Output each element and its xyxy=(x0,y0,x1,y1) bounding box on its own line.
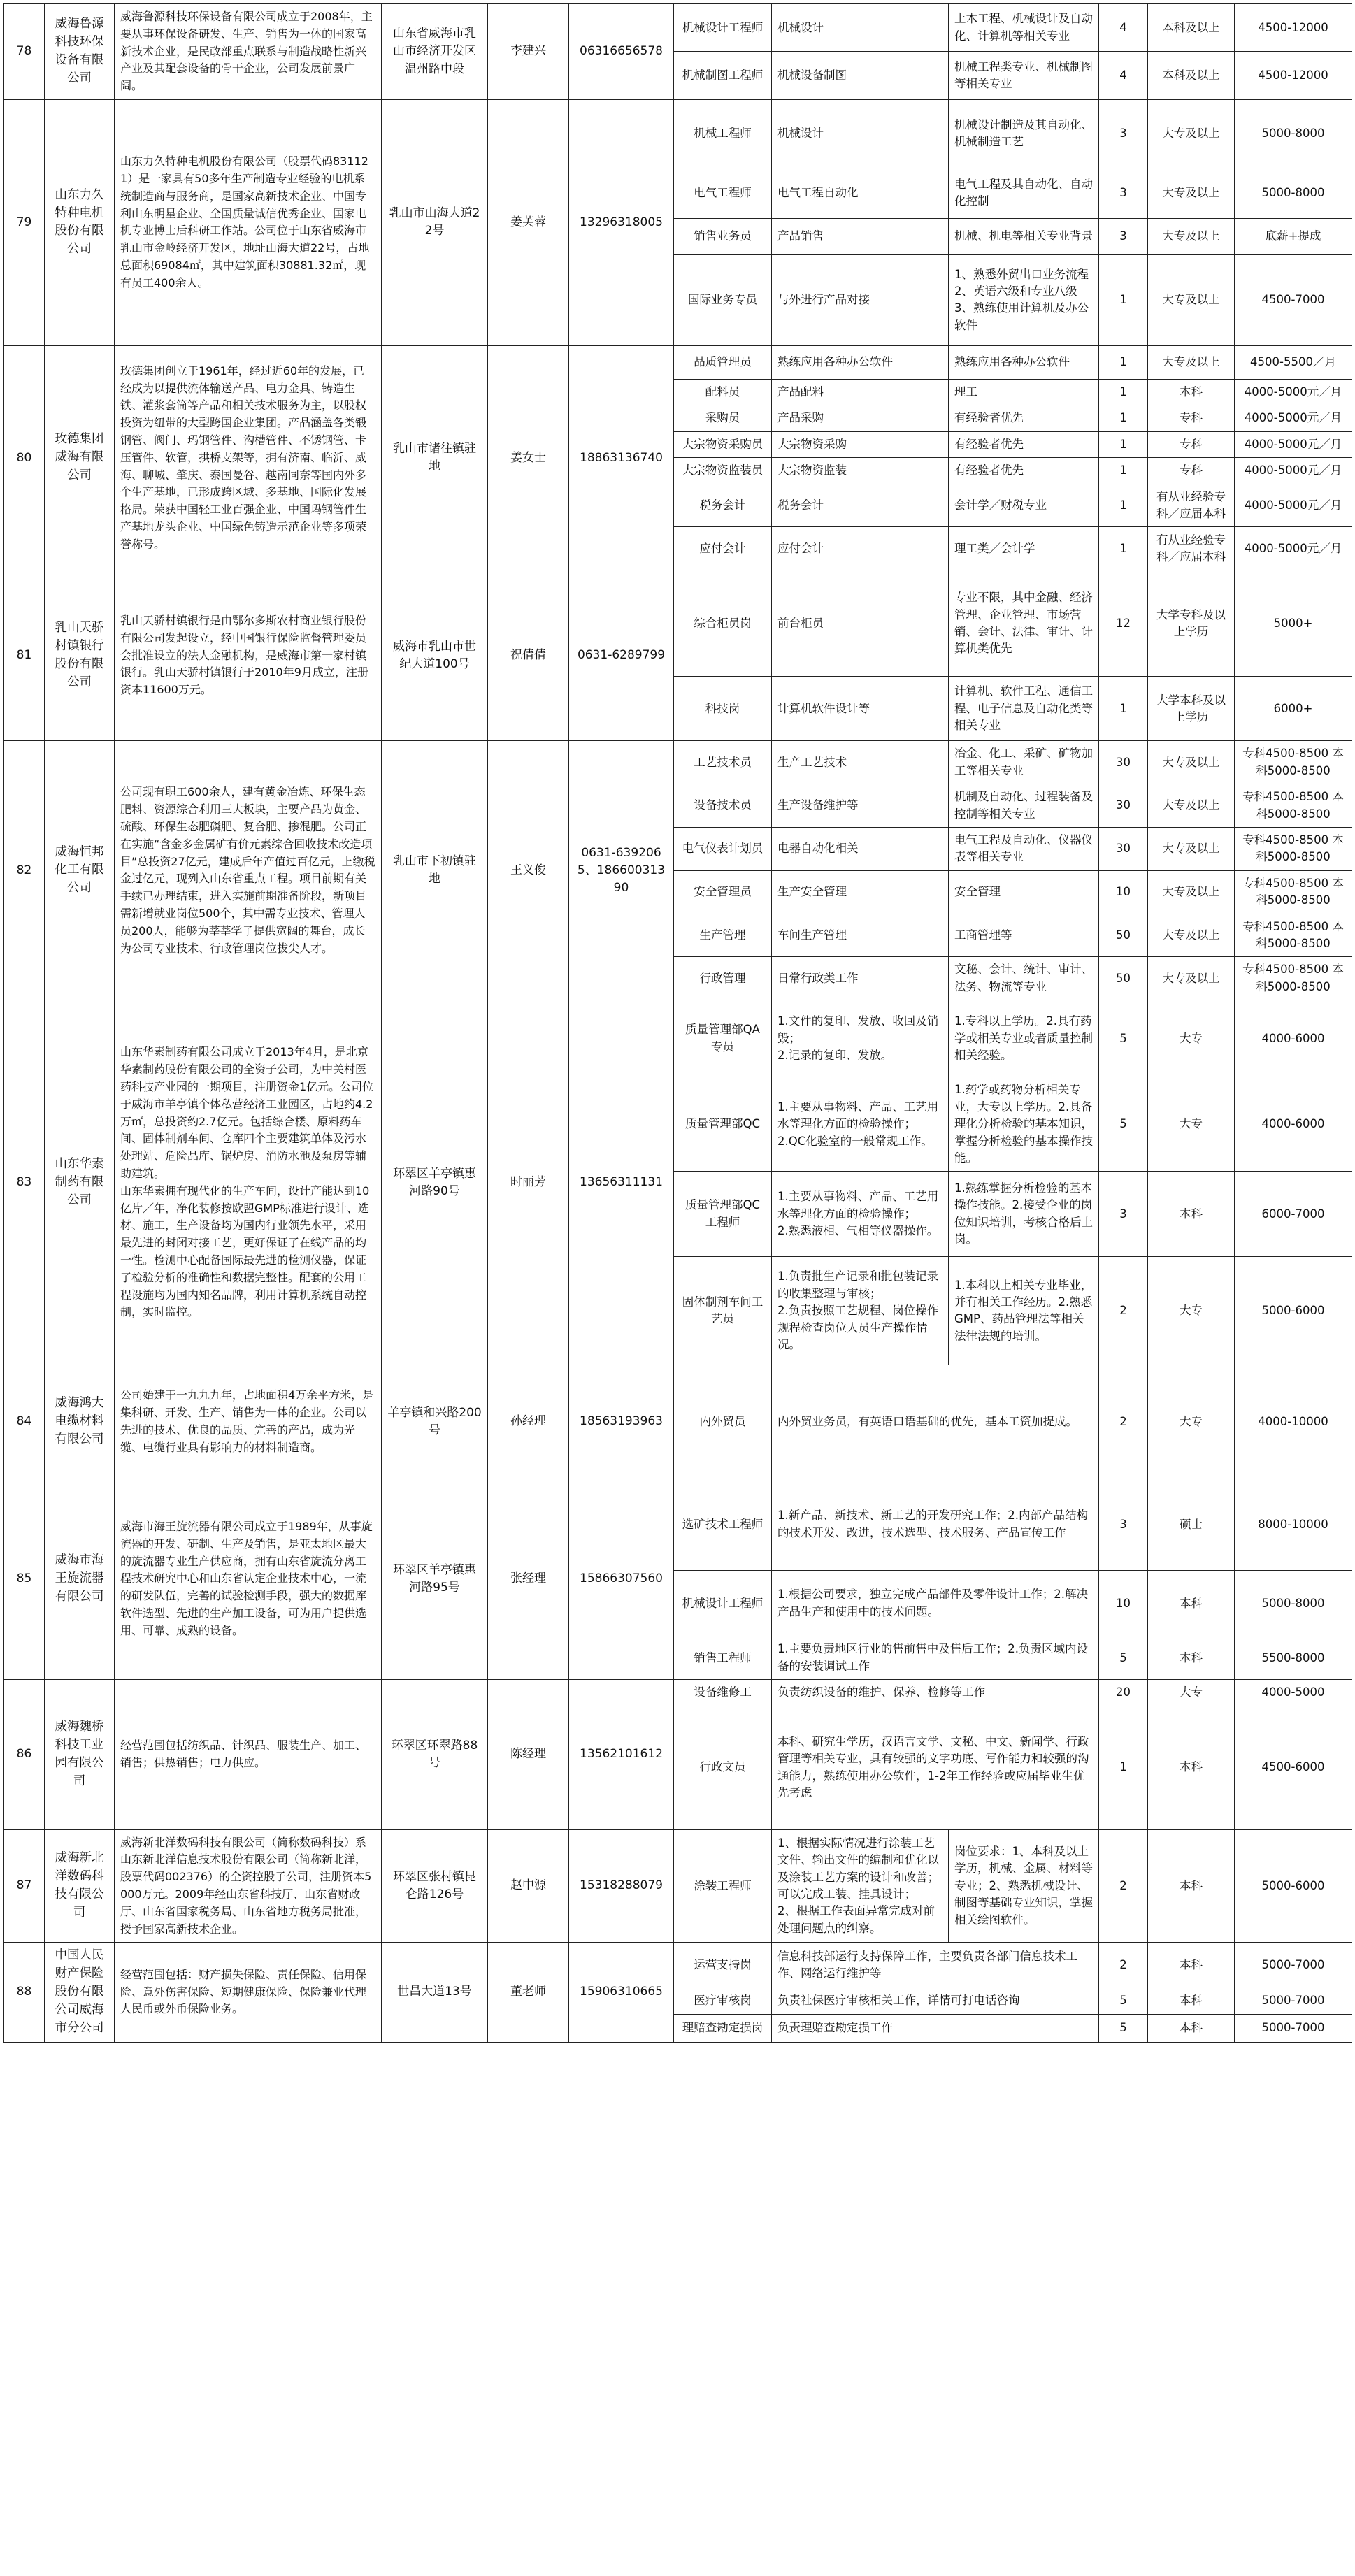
company-name: 山东华素制药有限公司 xyxy=(45,1000,115,1365)
contact-phone: 18563193963 xyxy=(569,1365,674,1478)
position-education: 大专及以上 xyxy=(1148,741,1235,784)
position-title: 大宗物资采购员 xyxy=(674,431,772,457)
position-requirements: 文秘、会计、统计、审计、法务、物流等专业 xyxy=(949,957,1099,1000)
position-salary: 5000-8000 xyxy=(1235,99,1352,168)
company-name: 乳山天骄村镇银行股份有限公司 xyxy=(45,570,115,741)
position-title: 行政管理 xyxy=(674,957,772,1000)
contact-person: 祝倩倩 xyxy=(488,570,569,741)
position-education: 本科 xyxy=(1148,1636,1235,1680)
company-number: 88 xyxy=(4,1943,45,2042)
table-row xyxy=(4,1478,1352,1571)
position-count: 1 xyxy=(1099,254,1148,345)
table-row xyxy=(4,4,1352,52)
position-title: 品质管理员 xyxy=(674,345,772,379)
position-education: 专科 xyxy=(1148,431,1235,457)
contact-person: 董老师 xyxy=(488,1943,569,2042)
table-row xyxy=(4,1943,1352,1987)
contact-phone: 13296318005 xyxy=(569,99,674,345)
position-requirements: 机械设计制造及其自动化、机械制造工艺 xyxy=(949,99,1099,168)
company-number: 85 xyxy=(4,1478,45,1680)
position-salary: 5000-7000 xyxy=(1235,1943,1352,1987)
position-count: 2 xyxy=(1099,1365,1148,1478)
contact-phone: 15318288079 xyxy=(569,1829,674,1943)
position-salary: 4000-6000 xyxy=(1235,1077,1352,1172)
position-count: 1 xyxy=(1099,345,1148,379)
company-number: 83 xyxy=(4,1000,45,1365)
position-count: 1 xyxy=(1099,677,1148,741)
position-count: 12 xyxy=(1099,570,1148,677)
position-education: 本科 xyxy=(1148,2015,1235,2042)
position-education: 专科 xyxy=(1148,405,1235,431)
position-salary: 6000-7000 xyxy=(1235,1172,1352,1257)
position-salary: 8000-10000 xyxy=(1235,1478,1352,1571)
position-title: 涂装工程师 xyxy=(674,1829,772,1943)
contact-person: 陈经理 xyxy=(488,1680,569,1829)
company-name: 威海新北洋数码科技有限公司 xyxy=(45,1829,115,1943)
position-requirements: 有经验者优先 xyxy=(949,431,1099,457)
position-requirements: 1、熟悉外贸出口业务流程2、英语六级和专业八级3、熟练使用计算机及办公软件 xyxy=(949,254,1099,345)
position-count: 50 xyxy=(1099,914,1148,957)
position-count: 4 xyxy=(1099,4,1148,52)
position-count: 20 xyxy=(1099,1680,1148,1706)
position-title: 理赔查勘定损岗 xyxy=(674,2015,772,2042)
position-count: 3 xyxy=(1099,1478,1148,1571)
position-education: 大专及以上 xyxy=(1148,168,1235,218)
position-count: 2 xyxy=(1099,1829,1148,1943)
company-address: 山东省威海市乳山市经济开发区温州路中段 xyxy=(382,4,488,100)
position-education: 大专及以上 xyxy=(1148,99,1235,168)
position-title: 销售工程师 xyxy=(674,1636,772,1680)
position-salary: 4000-5000元／月 xyxy=(1235,431,1352,457)
company-name: 威海鲁源科技环保设备有限公司 xyxy=(45,4,115,100)
company-intro: 经营范围包括纺织品、针织品、服装生产、加工、销售；供热销售；电力供应。 xyxy=(115,1680,382,1829)
position-salary: 4000-5000元／月 xyxy=(1235,379,1352,405)
position-count: 30 xyxy=(1099,784,1148,828)
position-requirements: 电气工程及自动化、仪器仪表等相关专业 xyxy=(949,828,1099,871)
position-duty: 生产安全管理 xyxy=(772,870,949,914)
company-intro: 公司始建于一九九九年，占地面积4万余平方米，是集科研、开发、生产、销售为一体的企业。公司以先进的技术、优良的品质、完善的产品，成为光缆、电缆行业具有影响力的材料制造商。 xyxy=(115,1365,382,1478)
position-salary: 4000-5000元／月 xyxy=(1235,405,1352,431)
position-count: 30 xyxy=(1099,828,1148,871)
position-education: 本科 xyxy=(1148,1172,1235,1257)
company-address: 世昌大道13号 xyxy=(382,1943,488,2042)
position-count: 50 xyxy=(1099,957,1148,1000)
position-salary: 5500-8000 xyxy=(1235,1636,1352,1680)
position-salary: 4000-5000元／月 xyxy=(1235,484,1352,527)
position-count: 2 xyxy=(1099,1257,1148,1365)
position-duty: 前台柜员 xyxy=(772,570,949,677)
company-name: 玫德集团威海有限公司 xyxy=(45,345,115,570)
position-duty: 1.负责批生产记录和批包装记录的收集整理与审核； 2.负责按照工艺规程、岗位操作规程检查岗位人员生产操作情况。 xyxy=(772,1257,949,1365)
company-number: 86 xyxy=(4,1680,45,1829)
position-education: 本科 xyxy=(1148,1943,1235,1987)
company-intro: 威海市海王旋流器有限公司成立于1989年，从事旋流器的开发、研制、生产及销售，是亚太地区最大的旋流器专业生产供应商，拥有山东省旋流分离工程技术研究中心和山东省认定企业技术中心，一流的研发队伍，完善的试验检测手段，强大的数据库软件选型、先进的生产加工设备，可为用户提供选用、可靠、成熟的设备。 xyxy=(115,1478,382,1680)
company-name: 威海魏桥科技工业园有限公司 xyxy=(45,1680,115,1829)
position-requirements: 理工类／会计学 xyxy=(949,527,1099,570)
position-duty: 产品配料 xyxy=(772,379,949,405)
position-title: 工艺技术员 xyxy=(674,741,772,784)
position-education: 大专 xyxy=(1148,1365,1235,1478)
position-salary: 6000+ xyxy=(1235,677,1352,741)
position-duty: 日常行政类工作 xyxy=(772,957,949,1000)
position-duty: 负责社保医疗审核相关工作，详情可打电话咨询 xyxy=(772,1987,1099,2015)
position-duty: 机械设计 xyxy=(772,99,949,168)
position-salary: 底薪+提成 xyxy=(1235,218,1352,254)
position-title: 销售业务员 xyxy=(674,218,772,254)
position-count: 5 xyxy=(1099,1000,1148,1077)
position-count: 3 xyxy=(1099,168,1148,218)
position-salary: 5000-6000 xyxy=(1235,1829,1352,1943)
company-intro: 玫德集团创立于1961年，经过近60年的发展，已经成为以提供流体输送产品、电力金具、铸造生铁、灌浆套筒等产品和相关技术服务为主，以股权投资为纽带的大型跨国企业集团。产品涵盖各类锻钢管、阀门、玛钢管件、沟槽管件、不锈钢管、卡压管件、软管，拱桥支架等，拥有济南、临沂、威海、聊城、肇庆、泰国曼谷、越南同奈等国内外多个生产基地，已形成跨区域、多基地、国际化发展格局。荣获中国轻工业百强企业、中国玛钢管件生产基地龙头企业、中国绿色铸造示范企业等多项荣誉称号。 xyxy=(115,345,382,570)
position-title: 生产管理 xyxy=(674,914,772,957)
position-education: 大学本科及以上学历 xyxy=(1148,677,1235,741)
position-duty: 1.主要负责地区行业的售前售中及售后工作；2.负责区域内设备的安装调试工作 xyxy=(772,1636,1099,1680)
contact-person: 孙经理 xyxy=(488,1365,569,1478)
position-duty: 1.主要从事物料、产品、工艺用水等理化方面的检验操作； 2.熟悉液相、气相等仪器操作。 xyxy=(772,1172,949,1257)
position-title: 税务会计 xyxy=(674,484,772,527)
contact-person: 姜芙蓉 xyxy=(488,99,569,345)
position-requirements: 1.专科以上学历。2.具有药学或相关专业或者质量控制相关经验。 xyxy=(949,1000,1099,1077)
contact-person: 赵中源 xyxy=(488,1829,569,1943)
position-requirements: 机械工程类专业、机械制图等相关专业 xyxy=(949,52,1099,100)
position-title: 机械工程师 xyxy=(674,99,772,168)
contact-phone: 15906310665 xyxy=(569,1943,674,2042)
position-education: 大专及以上 xyxy=(1148,914,1235,957)
position-education: 大专及以上 xyxy=(1148,870,1235,914)
position-count: 10 xyxy=(1099,870,1148,914)
contact-person: 张经理 xyxy=(488,1478,569,1680)
position-education: 大学专科及以上学历 xyxy=(1148,570,1235,677)
position-title: 内外贸员 xyxy=(674,1365,772,1478)
position-title: 科技岗 xyxy=(674,677,772,741)
position-education: 大专 xyxy=(1148,1000,1235,1077)
position-salary: 5000+ xyxy=(1235,570,1352,677)
position-education: 本科 xyxy=(1148,1829,1235,1943)
company-address: 环翠区羊亭镇惠河路90号 xyxy=(382,1000,488,1365)
table-row xyxy=(4,345,1352,379)
position-duty: 与外进行产品对接 xyxy=(772,254,949,345)
company-intro: 经营范围包括：财产损失保险、责任保险、信用保险、意外伤害保险、短期健康保险、保险兼业代理人民币或外币保险业务。 xyxy=(115,1943,382,2042)
position-requirements: 机制及自动化、过程装备及控制等相关专业 xyxy=(949,784,1099,828)
position-requirements: 专业不限，其中金融、经济管理、企业管理、市场营销、会计、法律、审计、计算机类优先 xyxy=(949,570,1099,677)
table-row xyxy=(4,99,1352,168)
position-title: 配料员 xyxy=(674,379,772,405)
position-title: 医疗审核岗 xyxy=(674,1987,772,2015)
position-duty: 大宗物资采购 xyxy=(772,431,949,457)
position-requirements: 岗位要求：1、本科及以上学历，机械、金属、材料等专业；2、熟悉机械设计、制图等基础专业知识，掌握相关绘图软件。 xyxy=(949,1829,1099,1943)
contact-phone: 15866307560 xyxy=(569,1478,674,1680)
position-salary: 5000-7000 xyxy=(1235,1987,1352,2015)
position-title: 机械设计工程师 xyxy=(674,4,772,52)
company-intro: 威海鲁源科技环保设备有限公司成立于2008年，主要从事环保设备研发、生产、销售为一体的国家高新技术企业，是民政部重点联系与制造战略性新兴产业及其配套设备的骨干企业，公司发展前景广阔。 xyxy=(115,4,382,100)
company-intro: 公司现有职工600余人，建有黄金冶炼、环保生态肥料、资源综合利用三大板块，主要产品为黄金、硫酸、环保生态肥磷肥、复合肥、掺混肥。公司正在实施“含金多金属矿有价元素综合回收技术改造项目”总投资27亿元，建成后年产值过百亿元，上缴税金过亿元，现列入山东省重点工程。项目前期有关手续已办理结束，进入实施前期准备阶段，新项目需新增就业岗位500个，其中需专业技术、管理人员200人，能够为莘莘学子提供宽阔的舞台，成长为公司专业技术、行政管理岗位拔尖人才。 xyxy=(115,741,382,1000)
position-title: 电气仪表计划员 xyxy=(674,828,772,871)
position-count: 3 xyxy=(1099,1172,1148,1257)
position-count: 1 xyxy=(1099,1706,1148,1829)
position-title: 安全管理员 xyxy=(674,870,772,914)
position-requirements: 1.熟练掌握分析检验的基本操作技能。2.接受企业的岗位知识培训，考核合格后上岗。 xyxy=(949,1172,1099,1257)
company-number: 78 xyxy=(4,4,45,100)
recruitment-table xyxy=(3,3,1352,2043)
contact-person: 姜女士 xyxy=(488,345,569,570)
position-salary: 4000-5000元／月 xyxy=(1235,527,1352,570)
contact-person: 李建兴 xyxy=(488,4,569,100)
position-salary: 5000-8000 xyxy=(1235,1571,1352,1636)
position-duty: 生产工艺技术 xyxy=(772,741,949,784)
contact-phone: 13656311131 xyxy=(569,1000,674,1365)
position-salary: 4500-12000 xyxy=(1235,52,1352,100)
company-intro: 山东华素制药有限公司成立于2013年4月，是北京华素制药股份有限公司的全资子公司，为中关村医药科技产业园的一期项目，注册资金1亿元。公司位于威海市羊亭镇个体私营经济工业园区，占地约4.2万㎡，总投资约2.7亿元。包括综合楼、原料药车间、固体制剂车间、仓库四个主要建筑单体及污水处理站、危险品库、锅炉房、消防水池及泵房等辅助建筑。 山东华素拥有现代化的生产车间，设计产能达到10亿片／年，净化装修按欧盟GMP标准进行设计、选材、施工，生产设备均为国内行业领先水平，采用最先进的封闭对接工艺，更好保证了在线产品的均一性。检测中心配备国际最先进的检测仪器，保证了检验分析的准确性和数据完整性。配套的公用工程设施均为国内知名品牌，利用计算机系统自动控制，实时监控。 xyxy=(115,1000,382,1365)
position-title: 大宗物资监装员 xyxy=(674,458,772,484)
position-duty: 1.文件的复印、发放、收回及销毁； 2.记录的复印、发放。 xyxy=(772,1000,949,1077)
position-title: 选矿技术工程师 xyxy=(674,1478,772,1571)
position-count: 5 xyxy=(1099,1636,1148,1680)
company-name: 威海市海王旋流器有限公司 xyxy=(45,1478,115,1680)
position-title: 机械设计工程师 xyxy=(674,1571,772,1636)
position-salary: 5000-8000 xyxy=(1235,168,1352,218)
position-duty: 生产设备维护等 xyxy=(772,784,949,828)
position-title: 质量管理部QA专员 xyxy=(674,1000,772,1077)
position-salary: 专科4500-8500 本科5000-8500 xyxy=(1235,870,1352,914)
position-duty: 1.根据公司要求，独立完成产品部件及零件设计工作；2.解决产品生产和使用中的技术问题。 xyxy=(772,1571,1099,1636)
company-number: 79 xyxy=(4,99,45,345)
position-education: 有从业经验专科／应届本科 xyxy=(1148,527,1235,570)
position-duty: 产品采购 xyxy=(772,405,949,431)
position-salary: 4000-10000 xyxy=(1235,1365,1352,1478)
company-intro: 山东力久特种电机股份有限公司（股票代码831121）是一家具有50多年生产制造专业经验的电机系统制造商与服务商，是国家高新技术企业、中国专利山东明星企业、全国质量诚信优秀企业、国家电机专业博士后科研工作站。公司位于山东省威海市乳山市金岭经济开发区，地址山海大道22号，占地总面积69084㎡，其中建筑面积30881.32㎡，现有员工400余人。 xyxy=(115,99,382,345)
contact-phone: 06316656578 xyxy=(569,4,674,100)
position-count: 1 xyxy=(1099,405,1148,431)
position-education: 大专及以上 xyxy=(1148,345,1235,379)
position-requirements: 理工 xyxy=(949,379,1099,405)
position-count: 5 xyxy=(1099,1077,1148,1172)
position-requirements: 1.药学或药物分析相关专业，大专以上学历。2.具备理化分析检验的基本知识，掌握分析检验的基本操作技能。 xyxy=(949,1077,1099,1172)
position-salary: 4500-5500／月 xyxy=(1235,345,1352,379)
position-education: 专科 xyxy=(1148,458,1235,484)
position-salary: 4500-6000 xyxy=(1235,1706,1352,1829)
company-number: 80 xyxy=(4,345,45,570)
position-education: 大专 xyxy=(1148,1680,1235,1706)
position-duty: 1.新产品、新技术、新工艺的开发研究工作；2.内部产品结构的技术开发、改进，技术选型、技术服务、产品宣传工作 xyxy=(772,1478,1099,1571)
position-count: 5 xyxy=(1099,1987,1148,2015)
company-address: 乳山市山海大道22号 xyxy=(382,99,488,345)
recruitment-table-page xyxy=(3,3,1352,2043)
position-requirements: 1.本科以上相关专业毕业，并有相关工作经历。2.熟悉GMP、药品管理法等相关法律法规的培训。 xyxy=(949,1257,1099,1365)
table-row xyxy=(4,1365,1352,1478)
position-requirements: 机械、机电等相关专业背景 xyxy=(949,218,1099,254)
position-duty: 信息科技部运行支持保障工作，主要负责各部门信息技术工作、网络运行维护等 xyxy=(772,1943,1099,1987)
position-title: 机械制图工程师 xyxy=(674,52,772,100)
position-education: 本科及以上 xyxy=(1148,52,1235,100)
company-address: 乳山市下初镇驻地 xyxy=(382,741,488,1000)
position-title: 电气工程师 xyxy=(674,168,772,218)
position-title: 采购员 xyxy=(674,405,772,431)
company-address: 威海市乳山市世纪大道100号 xyxy=(382,570,488,741)
position-salary: 专科4500-8500 本科5000-8500 xyxy=(1235,828,1352,871)
contact-phone: 18863136740 xyxy=(569,345,674,570)
position-duty: 电气工程自动化 xyxy=(772,168,949,218)
position-duty: 大宗物资监装 xyxy=(772,458,949,484)
company-address: 羊亭镇和兴路200号 xyxy=(382,1365,488,1478)
company-number: 87 xyxy=(4,1829,45,1943)
contact-phone: 0631-6392065、18660031390 xyxy=(569,741,674,1000)
position-duty: 熟练应用各种办公软件 xyxy=(772,345,949,379)
company-name: 威海鸿大电缆材料有限公司 xyxy=(45,1365,115,1478)
position-requirements: 计算机、软件工程、通信工程、电子信息及自动化类等相关专业 xyxy=(949,677,1099,741)
position-education: 有从业经验专科／应届本科 xyxy=(1148,484,1235,527)
position-education: 本科 xyxy=(1148,379,1235,405)
position-duty: 应付会计 xyxy=(772,527,949,570)
position-education: 大专及以上 xyxy=(1148,784,1235,828)
position-education: 大专及以上 xyxy=(1148,828,1235,871)
company-address: 环翠区羊亭镇惠河路95号 xyxy=(382,1478,488,1680)
table-row xyxy=(4,1829,1352,1943)
position-title: 质量管理部QC xyxy=(674,1077,772,1172)
company-number: 81 xyxy=(4,570,45,741)
position-count: 1 xyxy=(1099,458,1148,484)
position-salary: 4500-7000 xyxy=(1235,254,1352,345)
position-salary: 专科4500-8500 本科5000-8500 xyxy=(1235,914,1352,957)
position-count: 3 xyxy=(1099,99,1148,168)
table-row xyxy=(4,1000,1352,1077)
position-duty: 计算机软件设计等 xyxy=(772,677,949,741)
position-title: 行政文员 xyxy=(674,1706,772,1829)
contact-person: 时丽芳 xyxy=(488,1000,569,1365)
position-duty: 本科、研究生学历，汉语言文学、文秘、中文、新闻学、行政管理等相关专业，具有较强的文字功底、写作能力和较强的沟通能力，熟练使用办公软件，1-2年工作经验或应届毕业生优先考虑 xyxy=(772,1706,1099,1829)
position-education: 大专 xyxy=(1148,1077,1235,1172)
position-requirements: 工商管理等 xyxy=(949,914,1099,957)
position-duty: 负责纺织设备的维护、保养、检修等工作 xyxy=(772,1680,1099,1706)
position-title: 运营支持岗 xyxy=(674,1943,772,1987)
position-duty: 电器自动化相关 xyxy=(772,828,949,871)
position-title: 国际业务专员 xyxy=(674,254,772,345)
position-education: 大专及以上 xyxy=(1148,218,1235,254)
position-education: 本科 xyxy=(1148,1571,1235,1636)
company-address: 乳山市诸往镇驻地 xyxy=(382,345,488,570)
position-salary: 5000-6000 xyxy=(1235,1257,1352,1365)
position-count: 1 xyxy=(1099,379,1148,405)
position-salary: 专科4500-8500 本科5000-8500 xyxy=(1235,741,1352,784)
position-education: 大专及以上 xyxy=(1148,254,1235,345)
company-number: 82 xyxy=(4,741,45,1000)
company-name: 中国人民财产保险股份有限公司威海市分公司 xyxy=(45,1943,115,2042)
position-requirements: 会计学／财税专业 xyxy=(949,484,1099,527)
position-requirements: 冶金、化工、采矿、矿物加工等相关专业 xyxy=(949,741,1099,784)
position-title: 质量管理部QC工程师 xyxy=(674,1172,772,1257)
position-requirements: 熟练应用各种办公软件 xyxy=(949,345,1099,379)
company-name: 威海恒邦化工有限公司 xyxy=(45,741,115,1000)
position-requirements: 有经验者优先 xyxy=(949,458,1099,484)
company-address: 环翠区环翠路88号 xyxy=(382,1680,488,1829)
position-duty: 机械设计 xyxy=(772,4,949,52)
position-title: 综合柜员岗 xyxy=(674,570,772,677)
position-salary: 4000-6000 xyxy=(1235,1000,1352,1077)
position-salary: 专科4500-8500 本科5000-8500 xyxy=(1235,957,1352,1000)
position-count: 4 xyxy=(1099,52,1148,100)
company-address: 环翠区张村镇昆仑路126号 xyxy=(382,1829,488,1943)
position-requirements: 土木工程、机械设计及自动化、计算机等相关专业 xyxy=(949,4,1099,52)
position-duty: 1、根据实际情况进行涂装工艺文件、输出文件的编制和优化以及涂装工艺方案的设计和改善；可以完成工装、挂具设计； 2、根据工作表面异常完成对前处理问题点的纠察。 xyxy=(772,1829,949,1943)
position-duty: 产品销售 xyxy=(772,218,949,254)
position-education: 本科及以上 xyxy=(1148,4,1235,52)
position-requirements: 有经验者优先 xyxy=(949,405,1099,431)
position-count: 1 xyxy=(1099,431,1148,457)
position-duty: 1.主要从事物料、产品、工艺用水等理化方面的检验操作； 2.QC化验室的一般常规工作。 xyxy=(772,1077,949,1172)
contact-phone: 0631-6289799 xyxy=(569,570,674,741)
position-education: 本科 xyxy=(1148,1706,1235,1829)
position-duty: 机械设备制图 xyxy=(772,52,949,100)
table-body xyxy=(4,4,1352,2043)
position-duty: 车间生产管理 xyxy=(772,914,949,957)
position-salary: 4500-12000 xyxy=(1235,4,1352,52)
table-row xyxy=(4,570,1352,677)
position-duty: 内外贸业务员，有英语口语基础的优先，基本工资加提成。 xyxy=(772,1365,1099,1478)
position-title: 应付会计 xyxy=(674,527,772,570)
company-intro: 威海新北洋数码科技有限公司（简称数码科技）系山东新北洋信息技术股份有限公司（简称新北洋，股票代码002376）的全资控股子公司，注册资本5000万元。2009年经山东省科技厅、山东省财政厅、山东省国家税务局、山东省地方税务局批准，授予国家高新技术企业。 xyxy=(115,1829,382,1943)
position-salary: 4000-5000 xyxy=(1235,1680,1352,1706)
table-row xyxy=(4,741,1352,784)
position-title: 设备维修工 xyxy=(674,1680,772,1706)
position-education: 本科 xyxy=(1148,1987,1235,2015)
table-row xyxy=(4,1680,1352,1706)
position-count: 2 xyxy=(1099,1943,1148,1987)
position-requirements: 电气工程及其自动化、自动化控制 xyxy=(949,168,1099,218)
position-salary: 5000-7000 xyxy=(1235,2015,1352,2042)
position-salary: 4000-5000元／月 xyxy=(1235,458,1352,484)
position-salary: 专科4500-8500 本科5000-8500 xyxy=(1235,784,1352,828)
position-count: 1 xyxy=(1099,527,1148,570)
company-number: 84 xyxy=(4,1365,45,1478)
position-count: 1 xyxy=(1099,484,1148,527)
position-requirements: 安全管理 xyxy=(949,870,1099,914)
company-intro: 乳山天骄村镇银行是由鄂尔多斯农村商业银行股份有限公司发起设立，经中国银行保险监督管理委员会批准设立的法人金融机构，是威海市第一家村镇银行。乳山天骄村镇银行于2010年9月成立，注册资本11600万元。 xyxy=(115,570,382,741)
position-education: 大专 xyxy=(1148,1257,1235,1365)
position-count: 3 xyxy=(1099,218,1148,254)
position-count: 30 xyxy=(1099,741,1148,784)
position-count: 10 xyxy=(1099,1571,1148,1636)
contact-phone: 13562101612 xyxy=(569,1680,674,1829)
position-title: 固体制剂车间工艺员 xyxy=(674,1257,772,1365)
position-education: 硕士 xyxy=(1148,1478,1235,1571)
position-education: 大专及以上 xyxy=(1148,957,1235,1000)
position-duty: 负责理赔查勘定损工作 xyxy=(772,2015,1099,2042)
contact-person: 王义俊 xyxy=(488,741,569,1000)
company-name: 山东力久特种电机股份有限公司 xyxy=(45,99,115,345)
position-title: 设备技术员 xyxy=(674,784,772,828)
position-count: 5 xyxy=(1099,2015,1148,2042)
position-duty: 税务会计 xyxy=(772,484,949,527)
